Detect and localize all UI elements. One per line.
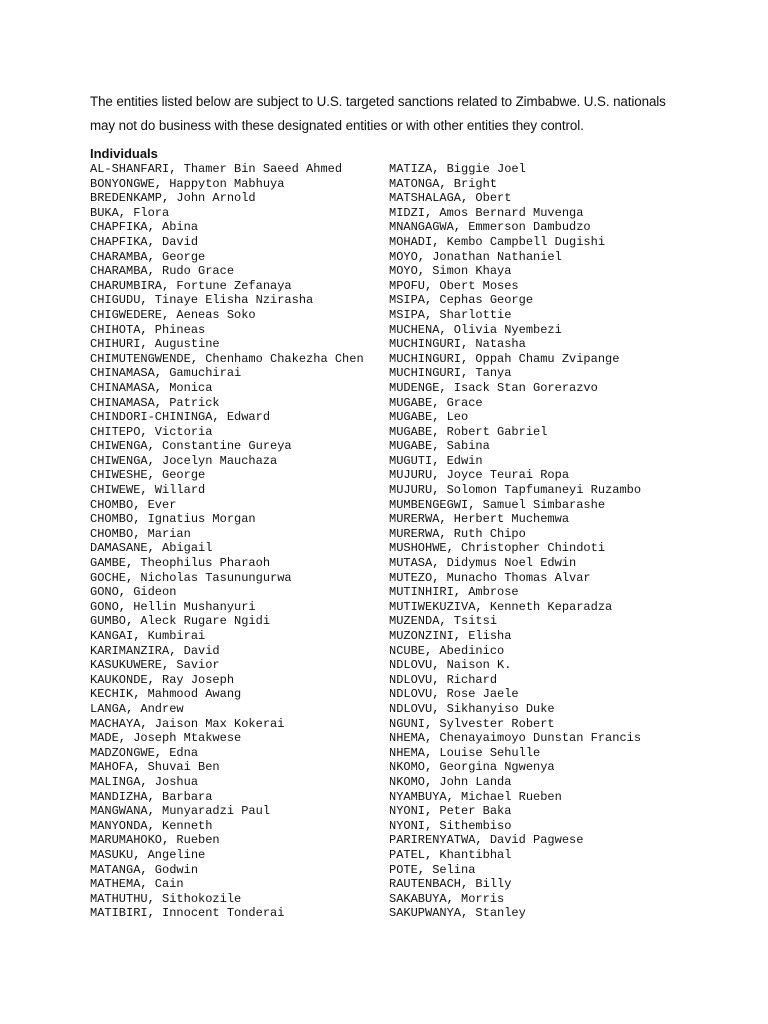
- list-item: PATEL, Khantibhal: [389, 847, 512, 862]
- list-item: GAMBE, Theophilus Pharaoh: [90, 556, 271, 571]
- list-item: CHARUMBIRA, Fortune Zefanaya: [90, 278, 292, 293]
- list-item: MUGABE, Robert Gabriel: [389, 424, 548, 439]
- list-item: CHAPFIKA, David: [90, 234, 199, 249]
- list-item: GOCHE, Nicholas Tasunungurwa: [90, 570, 292, 585]
- list-item: MACHAYA, Jaison Max Kokerai: [90, 716, 285, 731]
- list-item: SAKABUYA, Morris: [389, 891, 505, 906]
- list-item: MUMBENGEGWI, Samuel Simbarashe: [389, 497, 606, 512]
- intro-paragraph: The entities listed below are subject to U.S. targeted sanctions related to Zimbabwe. U.S. nationals may not do business with these designated entities or with other entities they control.: [90, 94, 666, 133]
- list-item: MALINGA, Joshua: [90, 774, 199, 789]
- list-item: MUJURU, Solomon Tapfumaneyi Ruzambo: [389, 483, 642, 498]
- list-item: CHIWENGA, Jocelyn Mauchaza: [90, 453, 278, 468]
- list-item: BONYONGWE, Happyton Mabhuya: [90, 176, 285, 191]
- list-item: CHINAMASA, Monica: [90, 380, 213, 395]
- list-item: MUTIWEKUZIVA, Kenneth Keparadza: [389, 599, 613, 614]
- list-item: POTE, Selina: [389, 862, 476, 877]
- list-item: NKOMO, Georgina Ngwenya: [389, 760, 555, 775]
- list-item: MATIZA, Biggie Joel: [389, 162, 526, 176]
- list-item: GONO, Hellin Mushanyuri: [90, 599, 256, 614]
- list-item: NDLOVU, Richard: [389, 672, 498, 687]
- names-column-left: [90, 162, 364, 921]
- list-item: NKOMO, John Landa: [389, 774, 512, 789]
- list-item: RAUTENBACH, Billy: [389, 877, 512, 892]
- list-item: GUMBO, Aleck Rugare Ngidi: [90, 614, 271, 629]
- list-item: CHINAMASA, Gamuchirai: [90, 366, 242, 381]
- list-item: MOHADI, Kembo Campbell Dugishi: [389, 234, 606, 249]
- list-item: LANGA, Andrew: [90, 701, 184, 716]
- list-item: CHOMBO, Ignatius Morgan: [90, 512, 256, 527]
- list-item: MUZENDA, Tsitsi: [389, 614, 498, 629]
- list-item: MAHOFA, Shuvai Ben: [90, 760, 220, 775]
- list-item: AL-SHANFARI, Thamer Bin Saeed Ahmed: [90, 162, 343, 176]
- list-item: KAUKONDE, Ray Joseph: [90, 672, 235, 687]
- list-item: MATIBIRI, Innocent Tonderai: [90, 906, 285, 921]
- list-item: CHINDORI-CHININGA, Edward: [90, 410, 271, 425]
- list-item: MATHUTHU, Sithokozile: [90, 891, 242, 906]
- list-item: MOYO, Simon Khaya: [389, 264, 512, 279]
- list-item: CHIHURI, Augustine: [90, 337, 220, 352]
- list-item: MUDENGE, Isack Stan Gorerazvo: [389, 380, 598, 395]
- list-item: CHIHOTA, Phineas: [90, 322, 206, 337]
- list-item: MURERWA, Ruth Chipo: [389, 526, 526, 541]
- list-item: CHOMBO, Ever: [90, 497, 177, 512]
- list-item: MUSHOHWE, Christopher Chindoti: [389, 541, 606, 556]
- list-item: CHIWEWE, Willard: [90, 483, 206, 498]
- list-item: MIDZI, Amos Bernard Muvenga: [389, 205, 584, 220]
- list-item: NYONI, Peter Baka: [389, 804, 512, 819]
- list-item: CHOMBO, Marian: [90, 526, 191, 541]
- list-item: NDLOVU, Naison K.: [389, 658, 512, 673]
- list-item: CHIMUTENGWENDE, Chenhamo Chakezha Chen: [90, 351, 364, 366]
- list-item: MUTEZO, Munacho Thomas Alvar: [389, 570, 591, 585]
- list-item: KASUKUWERE, Savior: [90, 658, 220, 673]
- list-item: MPOFU, Obert Moses: [389, 278, 519, 293]
- list-item: MADZONGWE, Edna: [90, 745, 199, 760]
- list-item: MUCHINGURI, Oppah Chamu Zvipange: [389, 351, 620, 366]
- list-item: MNANGAGWA, Emmerson Dambudzo: [389, 220, 591, 235]
- list-item: NDLOVU, Sikhanyiso Duke: [389, 701, 555, 716]
- list-item: CHIGWEDERE, Aeneas Soko: [90, 307, 256, 322]
- list-item: MUGUTI, Edwin: [389, 453, 483, 468]
- list-item: BREDENKAMP, John Arnold: [90, 191, 256, 206]
- list-item: MUCHINGURI, Natasha: [389, 337, 526, 352]
- list-item: MSIPA, Sharlottie: [389, 307, 512, 322]
- list-item: MUCHENA, Olivia Nyembezi: [389, 322, 562, 337]
- list-item: NYONI, Sithembiso: [389, 818, 512, 833]
- list-item: MARUMAHOKO, Rueben: [90, 833, 220, 848]
- list-item: MUGABE, Sabina: [389, 439, 490, 454]
- list-item: GONO, Gideon: [90, 585, 177, 600]
- list-item: CHAPFIKA, Abina: [90, 220, 199, 235]
- section-heading-individuals: Individuals: [90, 146, 158, 161]
- list-item: KECHIK, Mahmood Awang: [90, 687, 242, 702]
- list-item: CHARAMBA, George: [90, 249, 206, 264]
- list-item: NHEMA, Louise Sehulle: [389, 745, 541, 760]
- list-item: MUZONZINI, Elisha: [389, 629, 512, 643]
- list-item: MATHEMA, Cain: [90, 877, 184, 892]
- list-item: NGUNI, Sylvester Robert: [389, 716, 555, 731]
- list-item: NYAMBUYA, Michael Rueben: [389, 789, 562, 804]
- list-item: MUGABE, Grace: [389, 395, 483, 410]
- list-item: MUGABE, Leo: [389, 410, 469, 425]
- list-item: MSIPA, Cephas George: [389, 293, 534, 308]
- list-item: MANYONDA, Kenneth: [90, 818, 213, 833]
- document-page: [90, 90, 690, 921]
- list-item: MASUKU, Angeline: [90, 847, 206, 862]
- list-item: MATONGA, Bright: [389, 176, 498, 191]
- list-item: MUJURU, Joyce Teurai Ropa: [389, 468, 570, 483]
- list-item: BUKA, Flora: [90, 205, 170, 220]
- list-item: NDLOVU, Rose Jaele: [389, 687, 519, 702]
- list-item: PARIRENYATWA, David Pagwese: [389, 833, 584, 848]
- list-item: MANDIZHA, Barbara: [90, 789, 213, 804]
- list-item: CHITEPO, Victoria: [90, 424, 213, 439]
- list-item: SAKUPWANYA, Stanley: [389, 906, 526, 921]
- list-item: CHARAMBA, Rudo Grace: [90, 264, 235, 279]
- list-item: MADE, Joseph Mtakwese: [90, 731, 242, 746]
- list-item: NHEMA, Chenayaimoyo Dunstan Francis: [389, 731, 642, 746]
- list-item: MUTINHIRI, Ambrose: [389, 585, 519, 600]
- list-item: MUTASA, Didymus Noel Edwin: [389, 556, 577, 571]
- names-column-right: [389, 162, 641, 921]
- list-item: MANGWANA, Munyaradzi Paul: [90, 804, 271, 819]
- list-item: CHIWENGA, Constantine Gureya: [90, 439, 292, 454]
- list-item: KANGAI, Kumbirai: [90, 629, 206, 643]
- list-item: MATANGA, Godwin: [90, 862, 199, 877]
- list-item: DAMASANE, Abigail: [90, 541, 213, 556]
- list-item: CHINAMASA, Patrick: [90, 395, 220, 410]
- list-item: CHIWESHE, George: [90, 468, 206, 483]
- list-item: CHIGUDU, Tinaye Elisha Nzirasha: [90, 293, 314, 308]
- list-item: MURERWA, Herbert Muchemwa: [389, 512, 570, 527]
- list-item: MATSHALAGA, Obert: [389, 191, 512, 206]
- list-item: NCUBE, Abedinico: [389, 643, 505, 658]
- list-item: KARIMANZIRA, David: [90, 643, 220, 658]
- list-item: MUCHINGURI, Tanya: [389, 366, 512, 381]
- list-item: MOYO, Jonathan Nathaniel: [389, 249, 562, 264]
